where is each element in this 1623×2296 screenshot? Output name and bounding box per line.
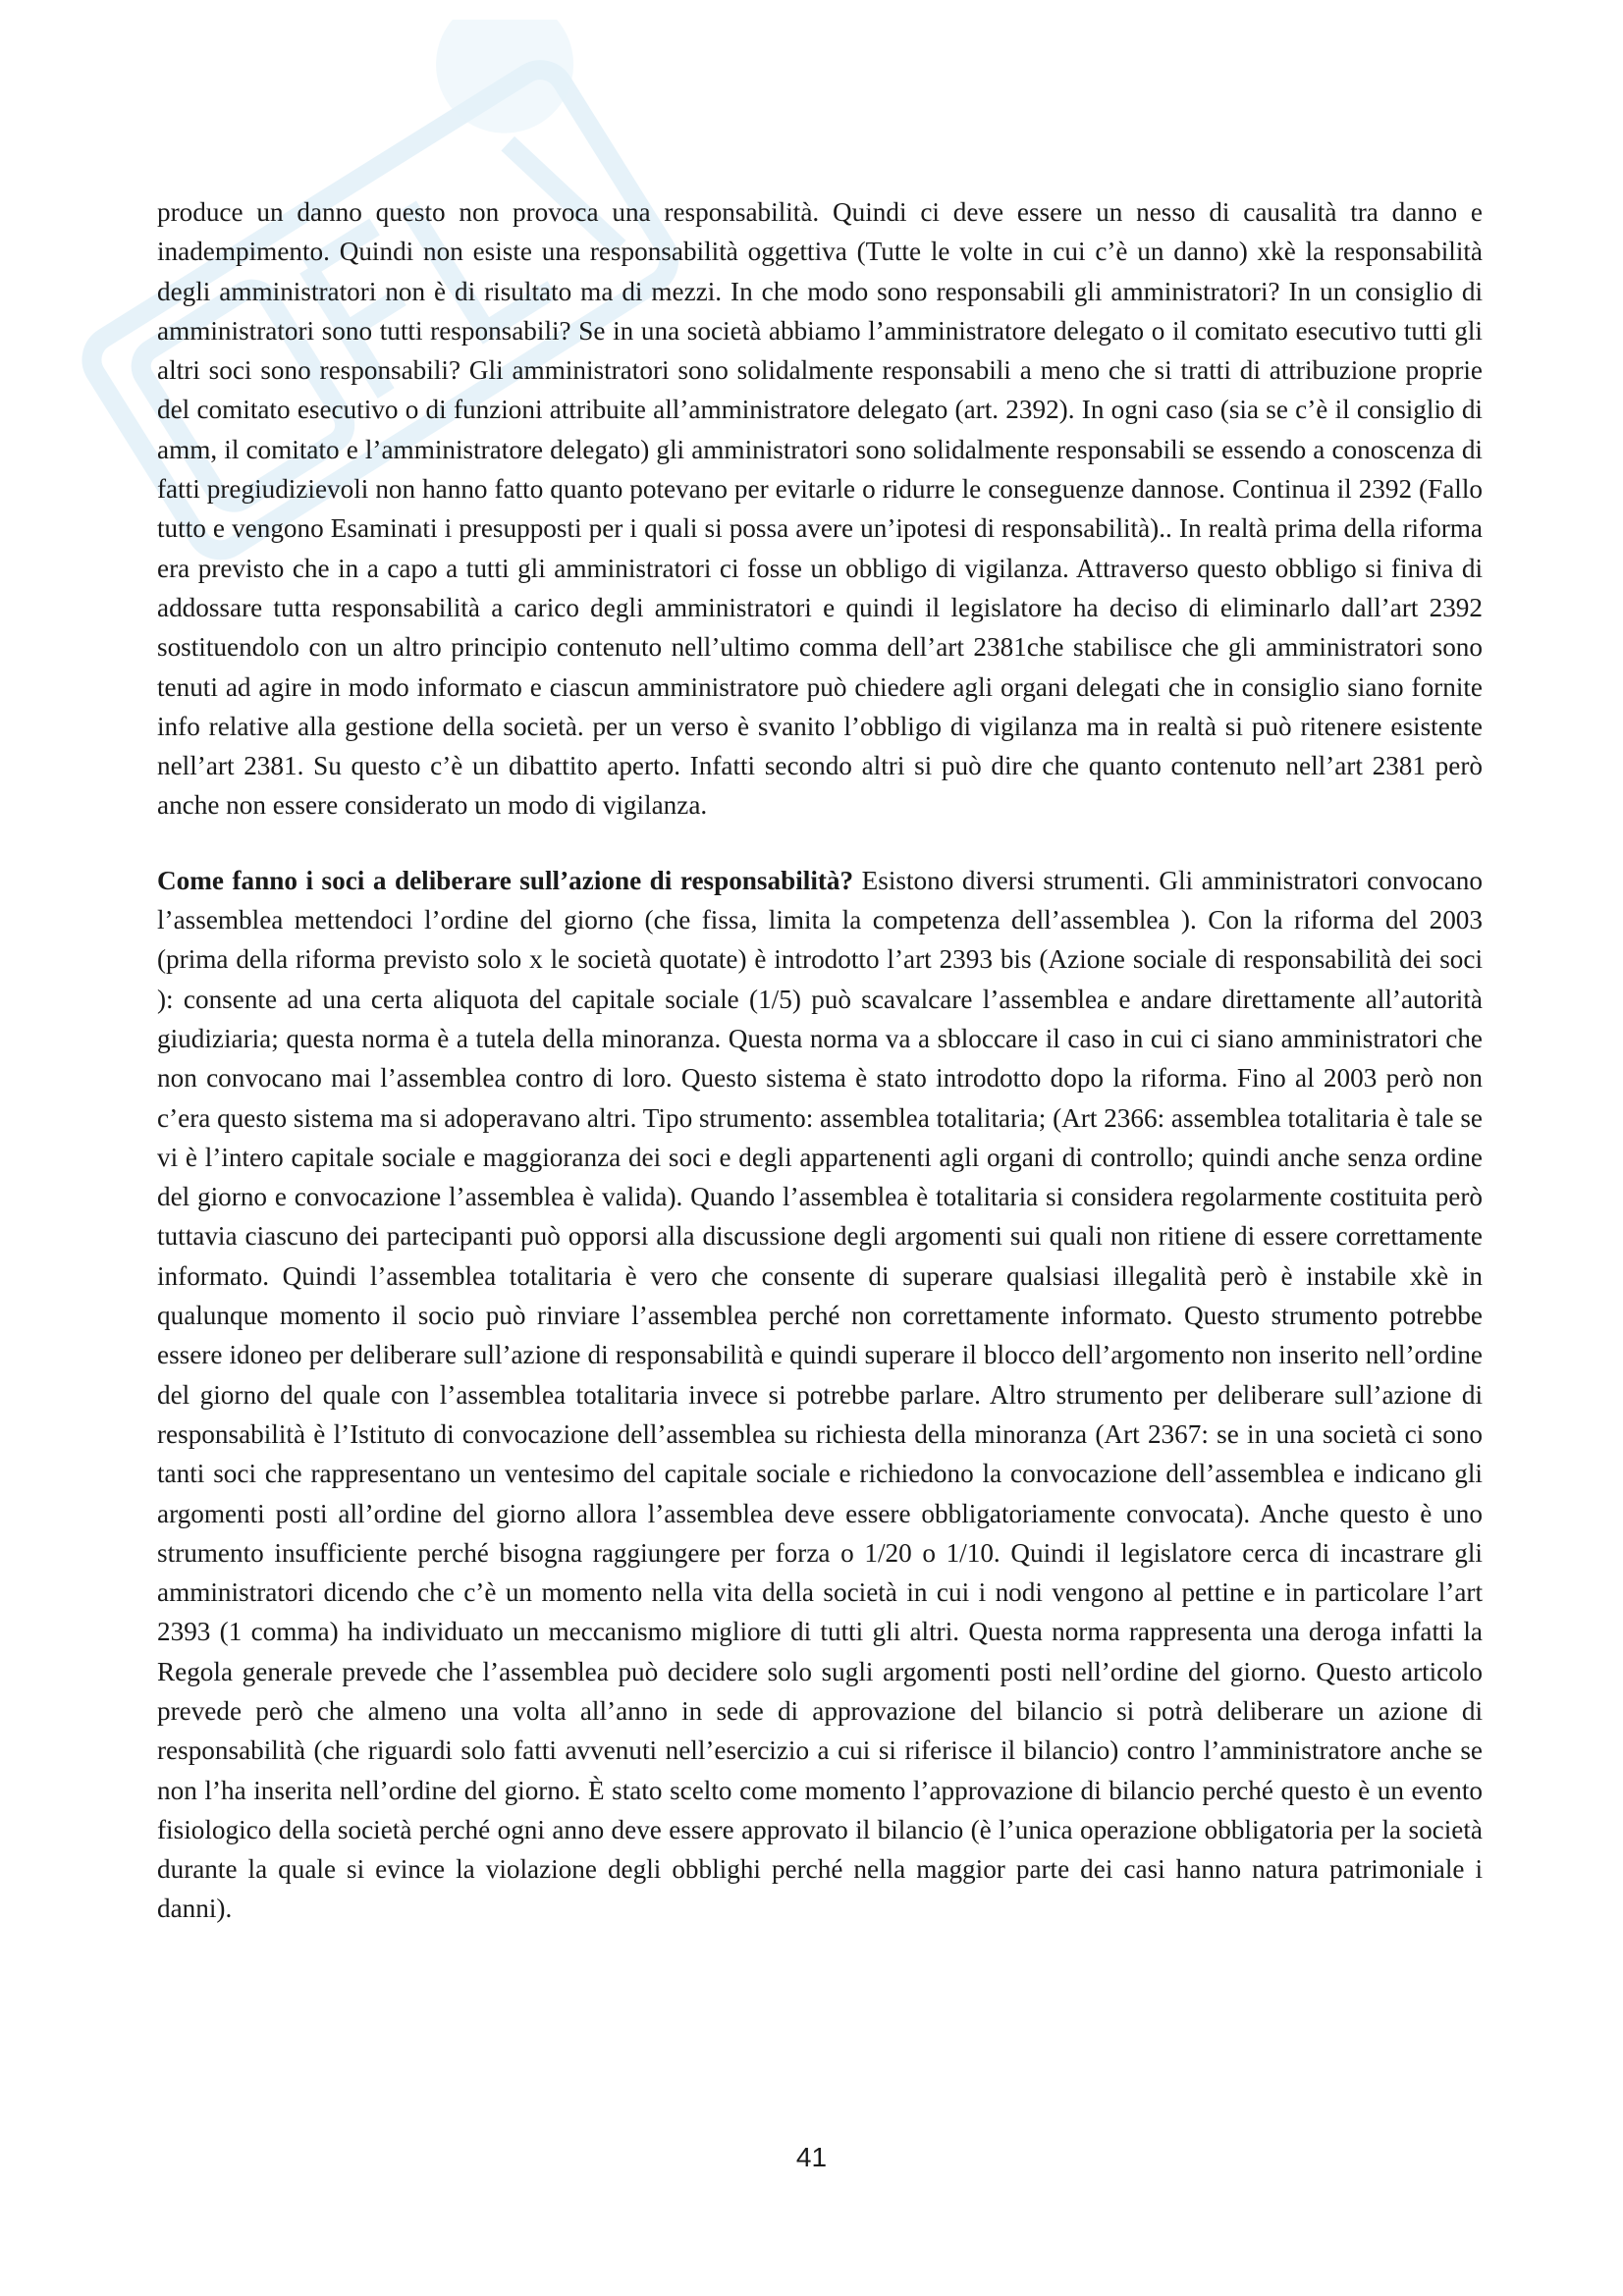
paragraph-text: Esistono diversi strumenti. Gli amministratori convocano l’assemblea mettendoci l’ordine del giorno (che fissa, limita la competenza dell’assemblea ). Con la riforma del 2003 (prima della riforma previsto solo x le società quotate) è introdotto l’art 2393 bis (Azione sociale di responsabilità dei soci ): consente ad una certa aliquota del capitale sociale (1/5) può scavalcare l’assemblea e andare direttamente all’autorità giudiziaria; questa norma è a tutela della minoranza. Questa norma va a sbloccare il caso in cui ci siano amministratori che non convocano mai l’assemblea contro di loro. Questo sistema è stato introdotto dopo la riforma. Fino al 2003 però non c’era questo sistema ma si adoperavano altri. Tipo strumento: assemblea totalitaria; (Art 2366: assemblea totalitaria è tale se vi è l’intero capitale sociale e maggioranza dei soci e degli appartenenti agli organi di controllo; quindi anche senza ordine del giorno e convocazione l’assemblea è valida). Quando l’assemblea è totalitaria si considera regolarmente costituita però tuttavia ciascuno dei partecipanti può opporsi alla discussione degli argomenti sui quali non ritiene di essere correttamente informato. Quindi l’assemblea totalitaria è vero che consente di superare qualsiasi illegalità però è instabile xkè in qualunque momento il socio può rinviare l’assemblea perché non correttamente informato. Questo strumento potrebbe essere idoneo per deliberare sull’azione di responsabilità e quindi superare il blocco dell’argomento non inserito nell’ordine del giorno del quale con l’assemblea totalitaria invece si potrebbe parlare. Altro strumento per deliberare sull’azione di responsabilità è l’Istituto di convocazione dell’assemblea su richiesta della minoranza (Art 2367: se in una società ci sono tanti soci che rappresentano un ventesimo del capitale sociale e richiedono la convocazione dell’assemblea e indicano gli argomenti posti all’ordine del giorno allora l’assemblea deve essere obbligatoriamente convocata). Anche questo è uno strumento insufficiente perché bisogna raggiungere per forza o 1/20 o 1/10. Quindi il legislatore cerca di incastrare gli amministratori dicendo che c’è un momento nella vita della società in cui i nodi vengono al pettine e in particolare l’art 2393 (1 comma) ha individuato un meccanismo migliore di tutti gli altri. Questa norma rappresenta una deroga infatti la Regola generale prevede che l’assemblea può decidere solo sugli argomenti posti nell’ordine del giorno. Questo articolo prevede però che almeno una volta all’anno in sede di approvazione del bilancio si potrà deliberare un azione di responsabilità (che riguardi solo fatti avvenuti nell’esercizio a cui si riferisce il bilancio) contro l’amministratore anche se non l’ha inserita nell’ordine del giorno. È stato scelto come momento l’approvazione di bilancio perché questo è un evento fisiologico della società perché ogni anno deve essere approvato il bilancio (è l’unica operazione obbligatoria per la società durante la quale si evince la violazione degli obblighi perché nella maggior parte dei casi hanno natura patrimoniale i danni). bbox=[157, 865, 1483, 1924]
paragraph-text: produce un danno questo non provoca una responsabilità. Quindi ci deve essere un nesso di causalità tra danno e inadempimento. Quindi non esiste una responsabilità oggettiva (Tutte le volte in cui c’è un danno) xkè la responsabilità degli amministratori non è di risultato ma di mezzi. In che modo sono responsabili gli amministratori? In un consiglio di amministratori sono tutti responsabili? Se in una società abbiamo l’amministratore delegato o il comitato esecutivo tutti gli altri soci sono responsabili? Gli amministratori sono solidalmente responsabili a meno che si tratti di attribuzione proprie del comitato esecutivo o di funzioni attribuite all’amministratore delegato (art. 2392). In ogni caso (sia se c’è il consiglio di amm, il comitato e l’amministratore delegato) gli amministratori sono solidalmente responsabili se essendo a conoscenza di fatti pregiudizievoli non hanno fatto quanto potevano per evitarle o ridurre le conseguenze dannose. Continua il 2392 (Fallo tutto e vengono Esaminati i presupposti per i quali si possa avere un’ipotesi di responsabilità).. In realtà prima della riforma era previsto che in a capo a tutti gli amministratori ci fosse un obbligo di vigilanza. Attraverso questo obbligo si finiva di addossare tutta responsabilità a carico degli amministratori e quindi il legislatore ha deciso di eliminarlo dall’art 2392 sostituendolo con un altro principio contenuto nell’ultimo comma dell’art 2381che stabilisce che gli amministratori sono tenuti ad agire in modo informato e ciascun amministratore può chiedere agli organi delegati che in consiglio siano fornite info relative alla gestione della società. per un verso è svanito l’obbligo di vigilanza ma in realtà si può ritenere esistente nell’art 2381. Su questo c’è un dibattito aperto. Infatti secondo altri si può dire che quanto contenuto nell’art 2381 però anche non essere considerato un modo di vigilanza. bbox=[157, 197, 1483, 821]
paragraph-responsabilita-amministratori bbox=[157, 192, 1483, 826]
page-number: 41 bbox=[795, 2142, 828, 2172]
paragraph-deliberazione-soci bbox=[157, 861, 1483, 1929]
section-heading: Come fanno i soci a deliberare sull’azione di responsabilità? bbox=[157, 865, 854, 895]
page-body bbox=[157, 192, 1483, 1929]
